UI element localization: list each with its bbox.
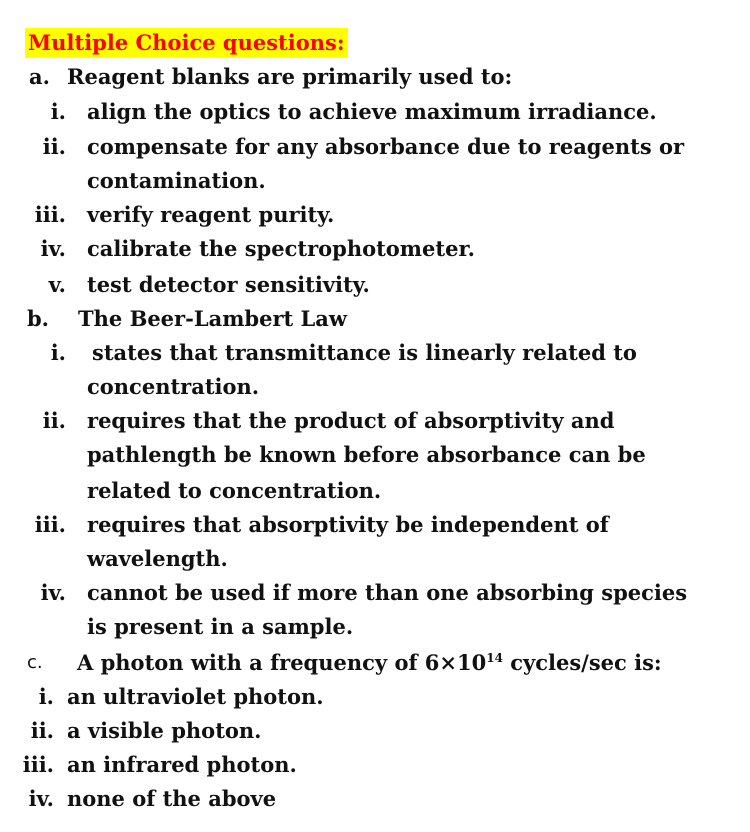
option-text-continued: related to concentration. bbox=[87, 478, 382, 503]
option-text-continued: contamination. bbox=[87, 168, 266, 193]
option-text: requires that the product of absorptivity and bbox=[87, 408, 615, 433]
option-marker: iv. bbox=[40, 580, 66, 605]
option-marker: v. bbox=[48, 272, 66, 297]
option-marker: i. bbox=[38, 684, 54, 709]
option-marker: ii. bbox=[30, 718, 54, 743]
question-b-stem: The Beer-Lambert Law bbox=[78, 306, 347, 331]
question-b-marker: b. bbox=[27, 306, 49, 331]
option-text: an infrared photon. bbox=[67, 752, 297, 777]
option-text: align the optics to achieve maximum irradiance. bbox=[87, 99, 657, 124]
option-text-continued: wavelength. bbox=[87, 546, 228, 571]
option-text: none of the above bbox=[67, 786, 277, 811]
option-marker: iii. bbox=[22, 752, 54, 777]
option-marker: ii. bbox=[42, 134, 66, 159]
option-text-continued: concentration. bbox=[87, 374, 260, 399]
option-text: states that transmittance is linearly related to bbox=[92, 340, 637, 365]
option-text: calibrate the spectrophotometer. bbox=[87, 236, 475, 261]
option-text: test detector sensitivity. bbox=[87, 272, 370, 297]
option-marker: iii. bbox=[34, 512, 66, 537]
question-a-stem: Reagent blanks are primarily used to: bbox=[67, 64, 513, 89]
question-c-marker: c. bbox=[27, 652, 43, 673]
option-marker: i. bbox=[50, 340, 66, 365]
exponent: 14 bbox=[486, 651, 503, 665]
question-a-marker: a. bbox=[29, 64, 50, 89]
option-marker: iv. bbox=[40, 236, 66, 261]
question-c-stem-units: cycles/sec is: bbox=[502, 650, 662, 675]
option-text: verify reagent purity. bbox=[87, 202, 335, 227]
option-text-continued: is present in a sample. bbox=[87, 614, 354, 639]
option-text: compensate for any absorbance due to reagents or bbox=[87, 134, 685, 159]
option-marker: iv. bbox=[28, 786, 54, 811]
option-marker: iii. bbox=[34, 202, 66, 227]
option-text: a visible photon. bbox=[67, 718, 262, 743]
option-marker: ii. bbox=[42, 408, 66, 433]
section-heading: Multiple Choice questions: bbox=[25, 28, 348, 58]
option-text: requires that absorptivity be independent of bbox=[87, 512, 609, 537]
option-marker: i. bbox=[50, 99, 66, 124]
question-c-stem bbox=[77, 650, 662, 676]
option-text: cannot be used if more than one absorbing species bbox=[87, 580, 688, 605]
option-text: an ultraviolet photon. bbox=[67, 684, 324, 709]
question-c-stem-text: A photon with a frequency of 6×10 bbox=[77, 650, 487, 675]
option-text-continued: pathlength be known before absorbance can be bbox=[87, 442, 646, 467]
